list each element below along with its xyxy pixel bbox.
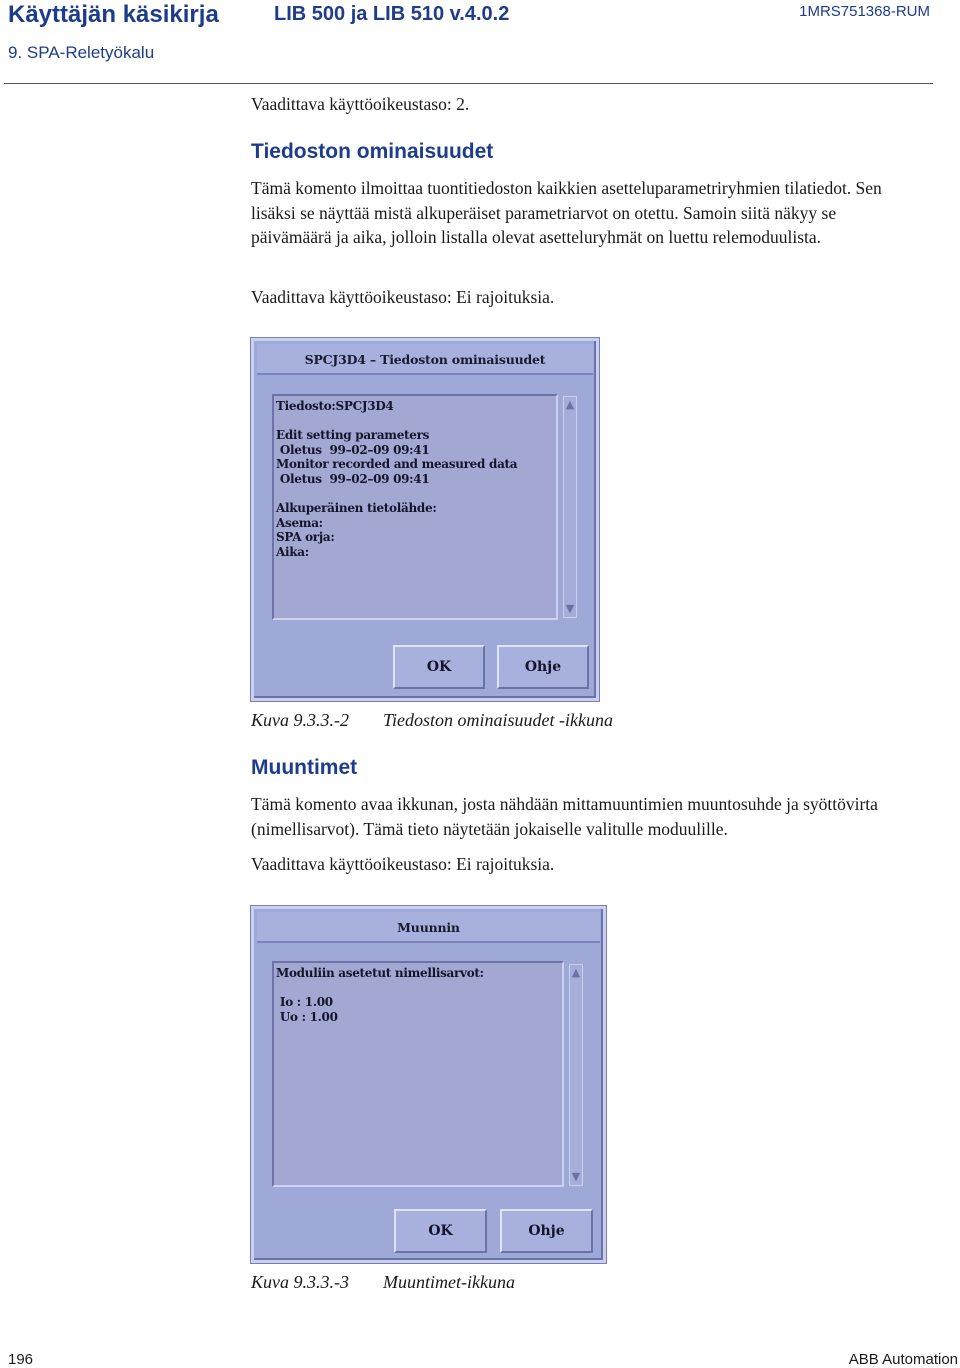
list-line: Io : 1.00 [276,995,333,1010]
converter-list-text [276,966,484,1024]
section-title: 9. SPA-Reletyökalu [8,43,155,62]
page-number: 196 [8,1351,34,1368]
scroll-up-arrow-icon[interactable]: ▲ [565,398,575,411]
ok-button[interactable]: OK [394,1209,487,1253]
intro-access-level: Vaadittava käyttöoikeustaso: 2. [251,94,470,114]
scroll-down-arrow-icon[interactable]: ▼ [571,1170,581,1183]
file-properties-list-text [276,399,517,560]
list-line [276,981,484,996]
caption-text: Muuntimet-ikkuna [383,1272,515,1292]
heading-file-properties: Tiedoston ominaisuudet [251,140,494,163]
converter-list[interactable] [272,961,564,1187]
list-line: Edit setting parameters [276,428,430,443]
help-button[interactable]: Ohje [500,1209,593,1253]
list-line: Monitor recorded and measured data [276,457,518,472]
list-line: Tiedosto:SPCJ3D4 [276,399,394,413]
header-divider [4,83,933,84]
list-line: Alkuperäinen tietolähde: [276,501,437,516]
list-line: Oletus 99–02–09 09:41 [276,471,430,486]
figure-caption-3 [251,1272,515,1293]
scroll-up-arrow-icon[interactable]: ▲ [571,966,581,979]
figure-caption-2 [251,710,613,731]
list-line: Oletus 99–02–09 09:41 [276,442,430,457]
converter-scrollbar[interactable] [569,964,583,1186]
file-properties-dialog [251,338,599,701]
manual-title: Käyttäjän käsikirja [8,1,219,28]
caption-text: Tiedoston ominaisuudet -ikkuna [383,710,613,730]
ok-button[interactable]: OK [393,645,485,689]
converter-dialog [251,906,606,1263]
converters-access-level: Vaadittava käyttöoikeustaso: Ei rajoituksia. [251,854,555,874]
caption-number: Kuva 9.3.3.-3 [251,1272,349,1292]
list-line: Moduliin asetetut nimellisarvot: [276,966,484,980]
file-properties-access-level: Vaadittava käyttöoikeustaso: Ei rajoituksia. [251,287,555,307]
document-title: LIB 500 ja LIB 510 v.4.0.2 [274,3,510,25]
converters-paragraph: Tämä komento avaa ikkunan, josta nähdään mittamuuntimien muuntosuhde ja syöttövirta (nimellisarvot). Tämä tieto näytetään jokaiselle valitulle moduulille. [251,794,878,839]
list-line [276,487,517,502]
list-line: Uo : 1.00 [276,1009,338,1024]
list-line: Aika: [276,544,309,559]
file-properties-paragraph: Tämä komento ilmoittaa tuontitiedoston kaikkien asetteluparametriryhmien tilatiedot. Sen lisäksi se näyttää mistä alkuperäiset parametriarvot on otettu. Samoin siitä näkyy se päivämäärä ja aika, jolloin listalla olevat asetteluryhmät on luettu relemoduulista. [251,178,882,247]
scroll-down-arrow-icon[interactable]: ▼ [565,602,575,615]
help-button[interactable]: Ohje [497,645,589,689]
caption-number: Kuva 9.3.3.-2 [251,710,349,730]
company-name: ABB Automation [848,1351,958,1368]
heading-converters: Muuntimet [251,756,358,779]
document-code: 1MRS751368-RUM [799,3,930,20]
file-properties-list[interactable] [272,394,558,620]
dialog-title: SPCJ3D4 – Tiedoston ominaisuudet [257,344,593,375]
list-line: SPA orja: [276,530,335,545]
list-line [276,414,517,429]
dialog-title: Muunnin [257,912,600,943]
file-properties-scrollbar[interactable] [563,396,577,618]
list-line: Asema: [276,515,323,530]
